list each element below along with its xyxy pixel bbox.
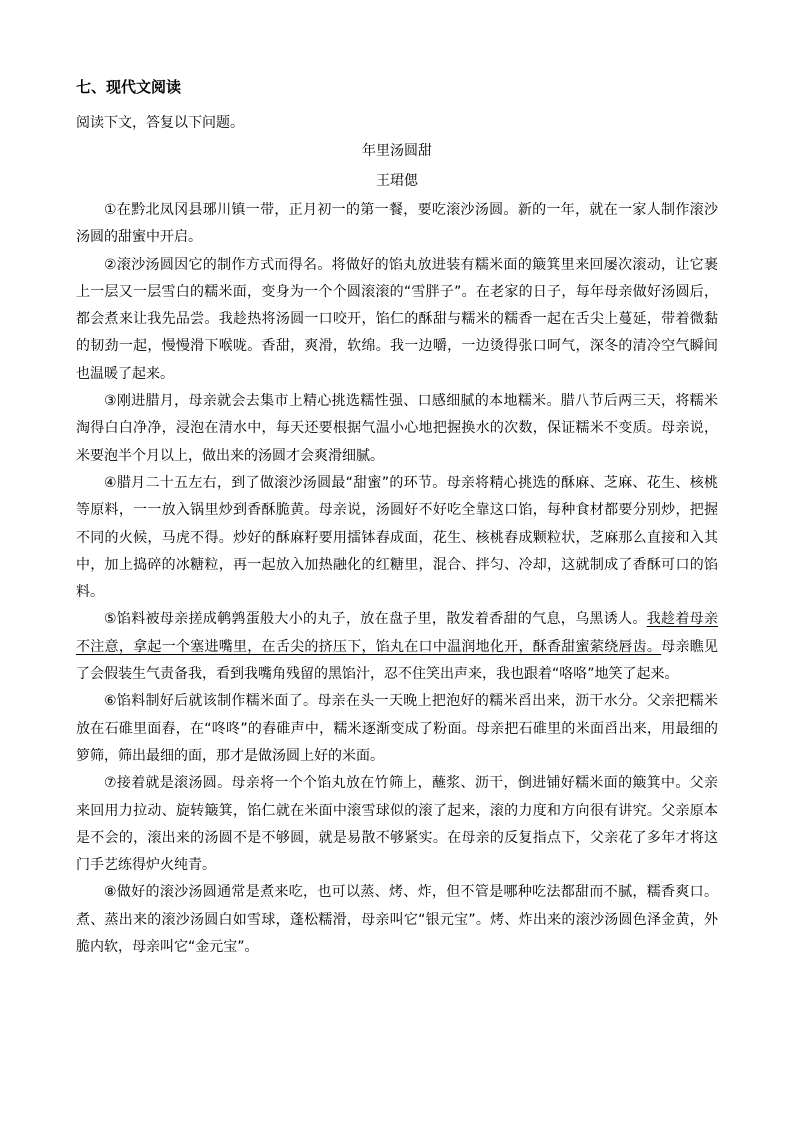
paragraph-5-lead: ⑤馅料被母亲搓成鹌鹑蛋般大小的丸子，放在盘子里，散发着香甜的气息，乌黑诱人。 bbox=[104, 611, 647, 628]
reading-instruction: 阅读下文，答复以下问题。 bbox=[76, 115, 244, 131]
paragraph-5-tail: 母亲瞧见了会假装生气责备我，看到我嘴角残留的黑馅汁，忍不住笑出声来，我也跟着“咯咯”地笑了起来。 bbox=[76, 638, 719, 683]
article-author: 王珺偲 bbox=[376, 173, 418, 189]
article-body bbox=[76, 197, 718, 961]
underlined-sentence: 我趁着母亲不注意，拿起一个塞进嘴里，在舌尖的挤压下，馅丸在口中温润地化开，酥香甜蜜萦绕唇齿。 bbox=[76, 611, 718, 655]
paragraph-2: ②滚沙汤圆因它的制作方式而得名。将做好的馅丸放进装有糯米面的簸箕里来回屡次滚动，让它裹上一层又一层雪白的糯米面，变身为一个个圆滚滚的“雪胖子”。在老家的日子，每年母亲做好汤圆后，都会煮来让我先品尝。我趁热将汤圆一口咬开，馅仁的酥甜与糯米的糯香一起在舌尖上蔓延，带着微黏的韧劲一起，慢慢滑下喉咙。香甜，爽滑，软绵。我一边嚼，一边烫得张口呵气，深冬的清冷空气瞬间也温暖了起来。 bbox=[76, 256, 718, 382]
article-title: 年里汤圆甜 bbox=[362, 143, 432, 159]
paragraph-5 bbox=[76, 606, 718, 688]
paragraph-1: ①在黔北凤冈县琊川镇一带，正月初一的第一餐，要吃滚沙汤圆。新的一年，就在一家人制作滚沙汤圆的甜蜜中开启。 bbox=[76, 202, 718, 246]
paragraph-6: ⑥馅料制好后就该制作糯米面了。母亲在头一天晚上把泡好的糯米舀出来，沥干水分。父亲把糯米放在石碓里面舂，在“咚咚”的舂碓声中，糯米逐渐变成了粉面。母亲把石碓里的米面舀出来，用最细的箩筛，筛出最细的面，那才是做汤圆上好的米面。 bbox=[76, 693, 718, 764]
paragraph-7: ⑦接着就是滚汤圆。母亲将一个个馅丸放在竹筛上，蘸浆、沥干，倒进铺好糯米面的簸箕中。父亲来回用力拉动、旋转簸箕，馅仁就在米面中滚雪球似的滚了起来，滚的力度和方向很有讲究。父亲原本是不会的，滚出来的汤圆不是不够圆，就是易散不够紧实。在母亲的反复指点下，父亲花了多年才将这门手艺练得炉火纯青。 bbox=[76, 775, 718, 874]
paragraph-4: ④腊月二十五左右，到了做滚沙汤圆最“甜蜜”的环节。母亲将精心挑选的酥麻、芝麻、花生、核桃等原料，一一放入锅里炒到香酥脆黄。母亲说，汤圆好不好吃全靠这口馅，每种食材都要分别炒，把握不同的火候，马虎不得。炒好的酥麻籽要用擂钵舂成面，花生、核桃舂成颗粒状，芝麻那么直接和入其中，加上捣碎的冰糖粒，再一起放入加热融化的红糖里，混合、拌匀、冷却，这就制成了香酥可口的馅料。 bbox=[76, 474, 718, 601]
paragraph-8: ⑧做好的滚沙汤圆通常是煮来吃，也可以蒸、烤、炸，但不管是哪种吃法都甜而不腻，糯香爽口。煮、蒸出来的滚沙汤圆白如雪球，蓬松糯滑，母亲叫它“银元宝”。烤、炸出来的滚沙汤圆色泽金黄，外脆内软，母亲叫它“金元宝”。 bbox=[76, 884, 718, 956]
section-title: 七、现代文阅读 bbox=[76, 78, 182, 96]
paragraph-3: ③刚进腊月，母亲就会去集市上精心挑选糯性强、口感细腻的本地糯米。腊八节后两三天，将糯米淘得白白净净，浸泡在清水中，每天还要根据气温小心地把握换水的次数，保证糯米不变质。母亲说，米要泡半个月以上，做出来的汤圆才会爽滑细腻。 bbox=[76, 393, 718, 464]
